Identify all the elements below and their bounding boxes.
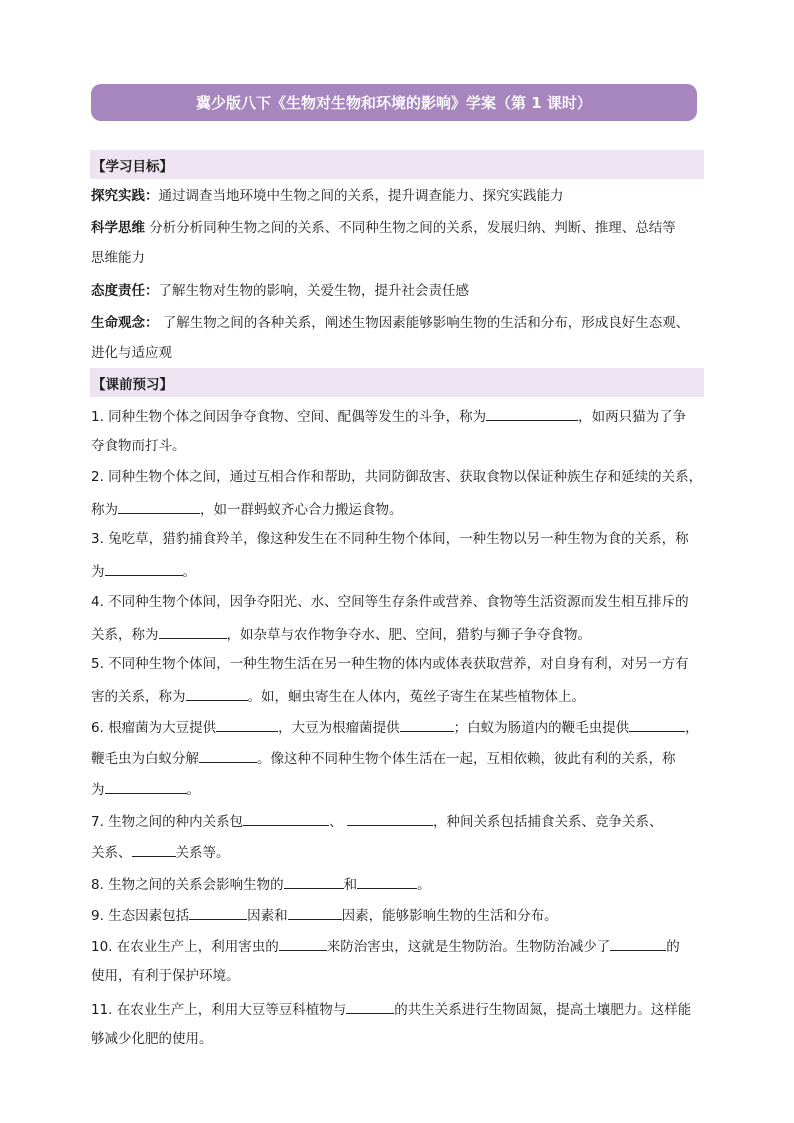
question-5-cont <box>91 685 705 707</box>
question-text: ，种间关系包括捕食关系、竞争关系、 <box>432 814 663 830</box>
question-text: 因素，能够影响生物的生活和分布。 <box>341 908 558 924</box>
objective-life <box>91 313 705 333</box>
answer-blank[interactable] <box>629 716 685 732</box>
question-1-cont: 夺食物而打斗。 <box>91 438 186 454</box>
question-6-cont <box>91 747 705 769</box>
question-text: 10. 在农业生产上，利用害虫的 <box>91 939 279 955</box>
question-1 <box>91 405 705 427</box>
question-text: 关系、 <box>91 845 132 861</box>
question-text: 。如，蛔虫寄生在人体内，菟丝子寄生在某些植物体上。 <box>247 689 585 705</box>
preview-header: 【课前预习】 <box>90 368 704 397</box>
objective-life-cont: 进化与适应观 <box>91 345 172 361</box>
question-8 <box>91 873 705 895</box>
question-4: 4. 不同种生物个体间，因争夺阳光、水、空间等生存条件或营养、食物等生活资源而发生相互排斥的 <box>91 594 689 610</box>
question-6-cont2 <box>91 778 705 800</box>
question-10 <box>91 935 705 957</box>
question-text: 为 <box>91 782 105 798</box>
answer-blank[interactable] <box>610 935 666 951</box>
objective-text: 分析分析同种生物之间的关系、不同种生物之间的关系，发展归纳、判断、推理、总结等 <box>149 220 676 236</box>
question-text: 关系等。 <box>175 845 230 861</box>
question-10-cont: 使用，有利于保护环境。 <box>91 968 240 984</box>
answer-blank[interactable] <box>216 716 278 732</box>
question-text: 1. 同种生物个体之间因争夺食物、空间、配偶等发生的斗争，称为 <box>91 409 487 425</box>
objective-text: 了解生物之间的各种关系，阐述生物因素能够影响生物的生活和分布，形成良好生态观、 <box>162 315 690 331</box>
question-text: 。 <box>186 782 200 798</box>
answer-blank[interactable] <box>243 810 329 826</box>
objective-label: 生命观念： <box>91 315 159 331</box>
question-text: 的 <box>666 939 680 955</box>
question-text: 称为 <box>91 502 118 518</box>
answer-blank[interactable] <box>486 405 578 421</box>
question-text: 来防治害虫，这就是生物防治。生物防治减少了 <box>326 939 611 955</box>
objective-text: 通过调查当地环境中生物之间的关系，提升调查能力、探究实践能力 <box>158 188 564 204</box>
question-7 <box>91 810 705 832</box>
answer-blank[interactable] <box>105 560 183 576</box>
answer-blank[interactable] <box>199 747 257 763</box>
objective-label: 探究实践： <box>91 188 159 204</box>
question-text: 因素和 <box>247 908 288 924</box>
question-text: ，大豆为根瘤菌提供 <box>278 720 400 736</box>
answer-blank[interactable] <box>189 904 247 920</box>
answer-blank[interactable] <box>284 873 344 889</box>
question-text: 。 <box>182 564 196 580</box>
objectives-header: 【学习目标】 <box>90 150 704 179</box>
page-title: 冀少版八下《生物对生物和环境的影响》学案（第 1 课时） <box>91 84 697 121</box>
question-3: 3. 兔吃草，猎豹捕食羚羊，像这种发生在不同种生物个体间，一种生物以另一种生物为食的关系，称 <box>91 531 689 547</box>
question-2: 2. 同种生物个体之间，通过互相合作和帮助，共同防御敌害、获取食物以保证种族生存和延续的关系， <box>91 469 703 485</box>
question-text: 、 <box>329 814 343 830</box>
objective-thinking <box>91 218 705 238</box>
question-2-cont <box>91 498 705 520</box>
objective-text: 了解生物对生物的影响，关爱生物，提升社会责任感 <box>158 283 469 299</box>
question-9 <box>91 904 705 926</box>
objective-inquiry <box>91 186 705 206</box>
question-text: ，如一群蚂蚁齐心合力搬运食物。 <box>200 502 403 518</box>
question-4-cont <box>91 623 705 645</box>
question-text: 关系，称为 <box>91 627 159 643</box>
answer-blank[interactable] <box>186 685 248 701</box>
question-text: 为 <box>91 564 105 580</box>
question-text: 害的关系，称为 <box>91 689 186 705</box>
objective-attitude <box>91 281 705 301</box>
question-text: 7. 生物之间的种内关系包 <box>91 814 244 830</box>
answer-blank[interactable] <box>400 716 454 732</box>
objective-label: 科学思维 <box>91 220 145 236</box>
question-text: 。像这种不同种生物个体生活在一起，互相依赖，彼此有利的关系，称 <box>257 751 676 767</box>
answer-blank[interactable] <box>347 810 433 826</box>
objective-thinking-cont: 思维能力 <box>91 250 145 266</box>
question-text: 6. 根瘤菌为大豆提供 <box>91 720 217 736</box>
question-text: ，如杂草与农作物争夺水、肥、空间，猎豹与狮子争夺食物。 <box>226 627 591 643</box>
question-6 <box>91 716 705 738</box>
question-text: 鞭毛虫为白蚁分解 <box>91 751 199 767</box>
answer-blank[interactable] <box>105 778 187 794</box>
question-text: 的共生关系进行生物固氮，提高土壤肥力。这样能 <box>394 1002 692 1018</box>
question-3-cont <box>91 560 705 582</box>
objective-label: 态度责任： <box>91 283 159 299</box>
question-11-cont: 够减少化肥的使用。 <box>91 1031 213 1047</box>
question-text: ；白蚁为肠道内的鞭毛虫提供 <box>453 720 630 736</box>
question-text: 9. 生态因素包括 <box>91 908 190 924</box>
question-text: 。 <box>417 877 431 893</box>
question-7-cont <box>91 841 705 863</box>
question-11 <box>91 998 705 1020</box>
question-text: ， <box>685 720 699 736</box>
question-text: ，如两只猫为了争 <box>578 409 687 425</box>
answer-blank[interactable] <box>288 904 342 920</box>
question-text: 11. 在农业生产上，利用大豆等豆科植物与 <box>91 1002 347 1018</box>
answer-blank[interactable] <box>279 935 327 951</box>
answer-blank[interactable] <box>132 841 176 857</box>
question-text: 8. 生物之间的关系会影响生物的 <box>91 877 284 893</box>
question-5: 5. 不同种生物个体间，一种生物生活在另一种生物的体内或体表获取营养，对自身有利，对另一方有 <box>91 656 689 672</box>
answer-blank[interactable] <box>159 623 227 639</box>
answer-blank[interactable] <box>357 873 417 889</box>
question-text: 和 <box>343 877 358 893</box>
answer-blank[interactable] <box>118 498 200 514</box>
answer-blank[interactable] <box>346 998 394 1014</box>
